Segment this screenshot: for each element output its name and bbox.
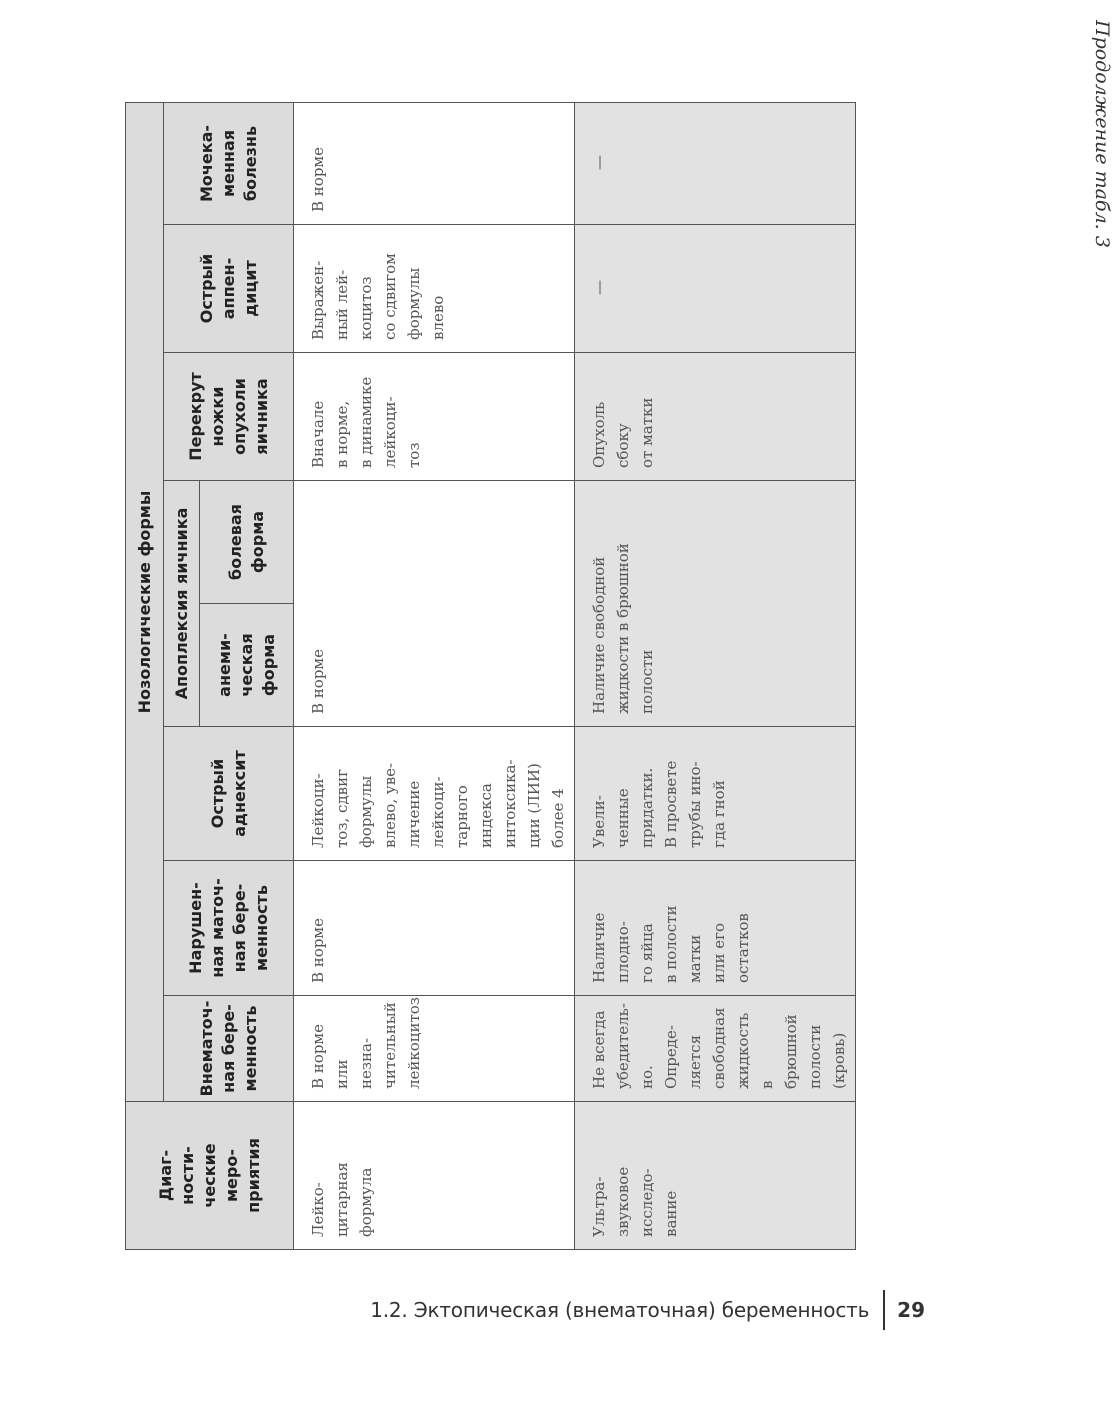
page-number: 29 bbox=[897, 1298, 925, 1322]
row-label-ultrasound: Ультра- звуковое исследо- вание bbox=[575, 1102, 856, 1250]
row-label-leukocyte-formula: Лейко- цитарная формула bbox=[294, 1102, 575, 1250]
cell-leukocyte-disrupted: В норме bbox=[294, 861, 575, 996]
cell-leukocyte-appendicitis: Выражен- ный лей- коцитоз со сдвигом формулы влево bbox=[294, 225, 575, 353]
footer-divider bbox=[883, 1290, 885, 1330]
cell-leukocyte-ectopic: В норме или незна- чительный лейкоцитоз bbox=[294, 996, 575, 1102]
header-acute-appendicitis: Острый аппен- дицит bbox=[164, 225, 294, 353]
header-ovarian-apoplexy: Апоплексия яичника bbox=[164, 481, 200, 727]
cell-ultrasound-ectopic: Не всегда убедитель- но. Опреде- ляется свободная жидкость в брюшной полости (кровь) bbox=[575, 996, 856, 1102]
cell-ultrasound-urolithiasis: — bbox=[575, 102, 856, 224]
header-disrupted-uterine-pregnancy: Нарушен- ная маточ- ная бере- менность bbox=[164, 861, 294, 996]
table-caption: Продолжение табл. 3 bbox=[1091, 20, 1113, 248]
cell-ultrasound-appendicitis: — bbox=[575, 225, 856, 353]
header-ectopic-pregnancy: Внематоч- ная бере- менность bbox=[164, 996, 294, 1102]
cell-ultrasound-apoplexy: Наличие свободной жидкости в брюшной полости bbox=[575, 481, 856, 727]
header-urolithiasis: Мочека- менная болезнь bbox=[164, 102, 294, 224]
table-row-leukocyte-formula bbox=[294, 102, 575, 1249]
header-anemic-form: анеми- ческая форма bbox=[200, 604, 294, 727]
cell-ultrasound-disrupted: Наличие плодно- го яйца в полости матки или его остатков bbox=[575, 861, 856, 996]
cell-ultrasound-adnexitis: Увели- ченные придатки. В просвете трубы ино- гда гной bbox=[575, 727, 856, 861]
diagnostics-table bbox=[125, 102, 856, 1250]
page-footer bbox=[370, 1290, 925, 1330]
cell-leukocyte-torsion: Вначале в норме, в динамике лейкоци- тоз bbox=[294, 353, 575, 481]
cell-leukocyte-apoplexy: В норме bbox=[294, 481, 575, 727]
rotated-table-container bbox=[125, 103, 848, 1250]
table-row-ultrasound bbox=[575, 102, 856, 1249]
cell-leukocyte-adnexitis: Лейкоци- тоз, сдвиг формулы влево, уве- личение лейкоци- тарного индекса интоксика- ции (ЛИИ) более 4 bbox=[294, 727, 575, 861]
header-diagnostic-measures: Диаг- ности- ческие меро- приятия bbox=[126, 1102, 294, 1250]
header-ovarian-tumor-torsion: Перекрут ножки опухоли яичника bbox=[164, 353, 294, 481]
header-pain-form: болевая форма bbox=[200, 481, 294, 604]
header-acute-adnexitis: Острый аднексит bbox=[164, 727, 294, 861]
header-nosological-forms: Нозологические формы bbox=[126, 102, 164, 1101]
footer-section-title: 1.2. Эктопическая (внематочная) беременность bbox=[370, 1298, 870, 1322]
cell-ultrasound-torsion: Опухоль сбоку от матки bbox=[575, 353, 856, 481]
cell-leukocyte-urolithiasis: В норме bbox=[294, 102, 575, 224]
